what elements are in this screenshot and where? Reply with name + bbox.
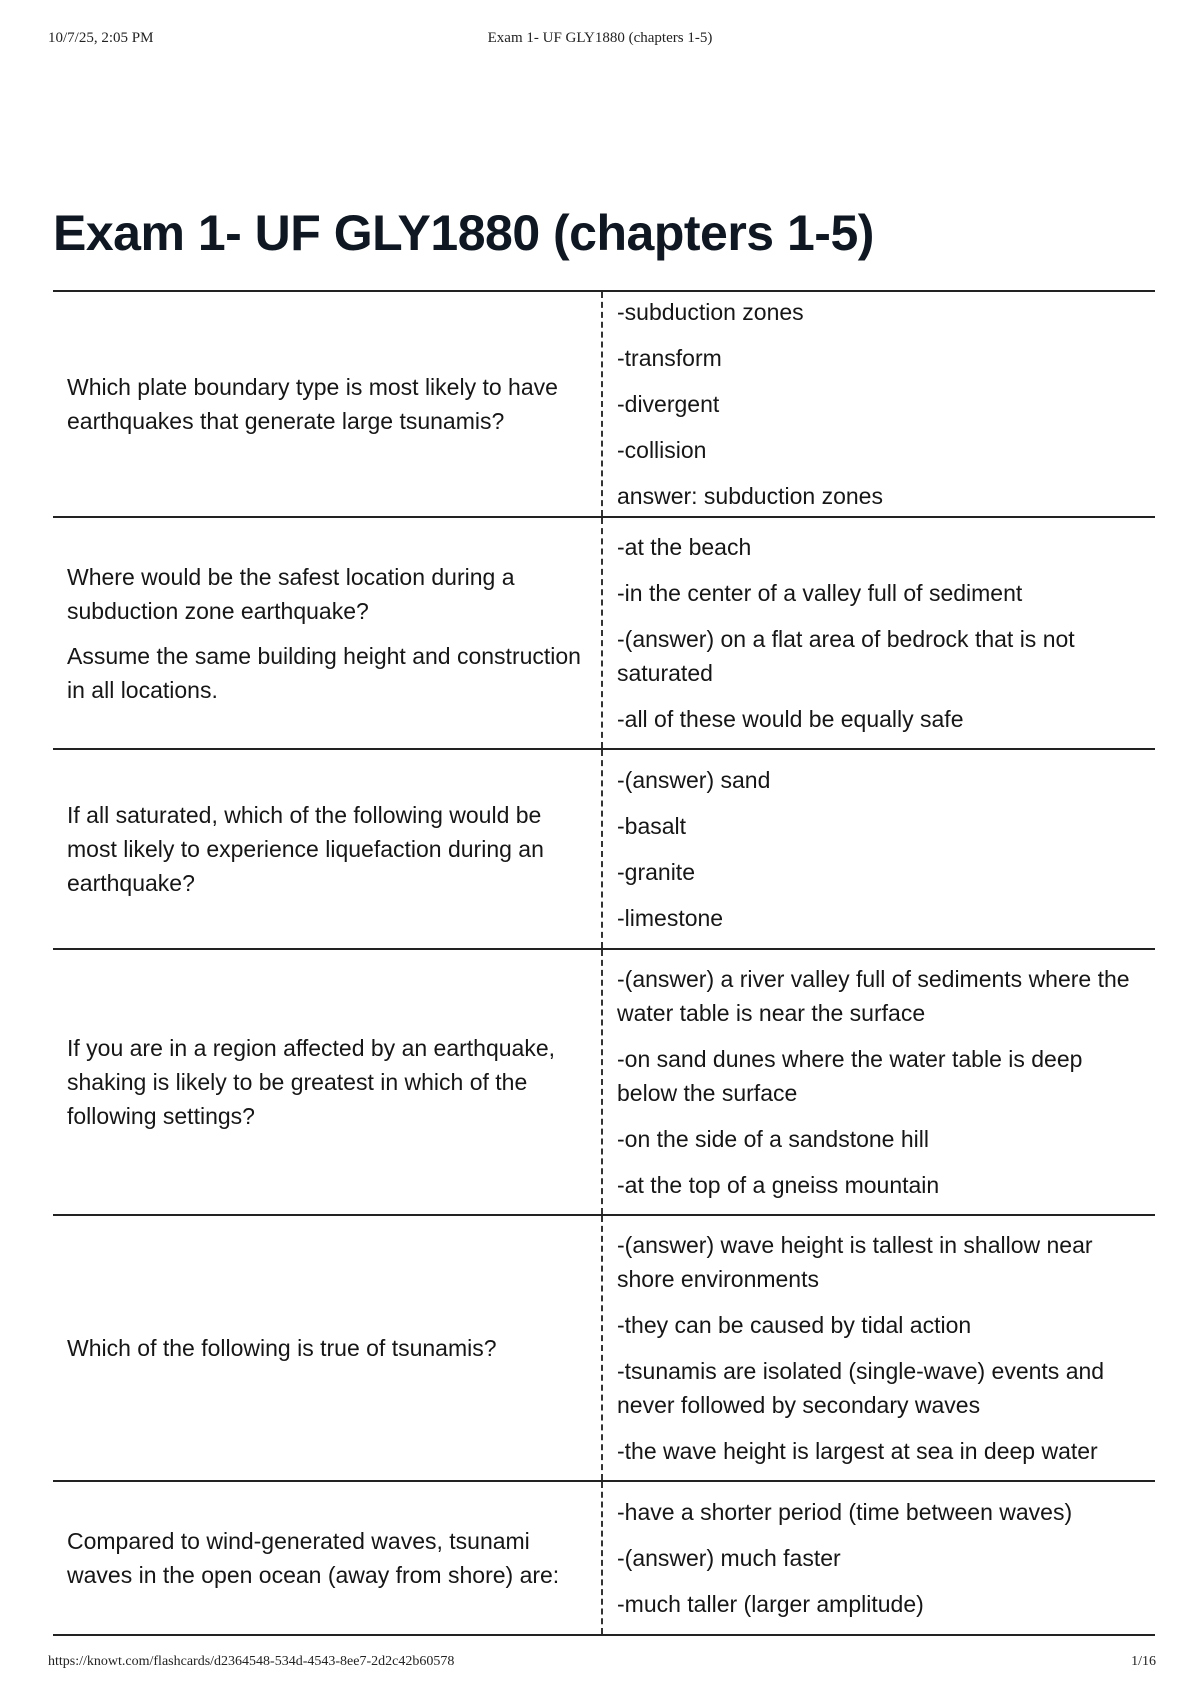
term-text: Which plate boundary type is most likely to have earthquakes that generate large tsunamis? <box>67 374 558 434</box>
term-text: If all saturated, which of the following would be most likely to experience liquefaction during an earthquake? <box>67 802 544 896</box>
flashcard-row <box>53 1216 1155 1482</box>
definition-line: -granite <box>617 859 695 885</box>
flashcard-row <box>53 518 1155 750</box>
definition-line: -collision <box>617 437 707 463</box>
definition-line: -they can be caused by tidal action <box>617 1312 972 1338</box>
definition-line: -at the beach <box>617 534 752 560</box>
definition-line: -much taller (larger amplitude) <box>617 1591 924 1617</box>
print-header <box>0 30 1200 50</box>
definition-line: answer: subduction zones <box>617 483 883 509</box>
definition-line: -all of these would be equally safe <box>617 706 964 732</box>
print-url: https://knowt.com/flashcards/d2364548-534d-4543-8ee7-2d2c42b60578 <box>48 1654 455 1669</box>
flashcard-table <box>53 290 1155 1636</box>
flashcard-definition <box>603 518 1155 748</box>
flashcard-definition <box>603 750 1155 948</box>
term-text: Compared to wind-generated waves, tsunami waves in the open ocean (away from shore) are: <box>67 1528 560 1588</box>
flashcard-row <box>53 750 1155 950</box>
definition-line: -(answer) wave height is tallest in shallow near shore environments <box>617 1232 1093 1292</box>
definition-line: -the wave height is largest at sea in deep water <box>617 1438 1098 1464</box>
flashcard-term <box>53 292 603 516</box>
flashcard-term <box>53 750 603 948</box>
definition-line: -(answer) much faster <box>617 1545 841 1571</box>
print-document-title: Exam 1- UF GLY1880 (chapters 1-5) <box>487 30 713 46</box>
flashcard-term <box>53 518 603 748</box>
flashcard-term <box>53 1482 603 1634</box>
definition-line: -at the top of a gneiss mountain <box>617 1172 940 1198</box>
term-text: Assume the same building height and construction in all locations. <box>67 642 581 703</box>
definition-line: -limestone <box>617 905 724 931</box>
flashcard-definition <box>603 1482 1155 1634</box>
flashcard-definition <box>603 1216 1155 1480</box>
term-text: Where would be the safest location during a subduction zone earthquake? <box>67 563 515 624</box>
definition-line: -on sand dunes where the water table is deep below the surface <box>617 1046 1083 1106</box>
definition-line: -transform <box>617 345 722 371</box>
print-footer <box>0 1654 1200 1674</box>
flashcard-term <box>53 950 603 1214</box>
definition-line: -tsunamis are isolated (single-wave) events and never followed by secondary waves <box>617 1358 1105 1418</box>
definition-line: -in the center of a valley full of sediment <box>617 580 1023 606</box>
print-datetime: 10/7/25, 2:05 PM <box>48 30 154 46</box>
definition-line: -have a shorter period (time between waves) <box>617 1499 1073 1525</box>
page-number: 1/16 <box>1131 1654 1156 1669</box>
flashcard-row <box>53 292 1155 518</box>
page-title: Exam 1- UF GLY1880 (chapters 1-5) <box>53 205 874 261</box>
definition-line: -basalt <box>617 813 687 839</box>
flashcard-definition <box>603 292 1155 516</box>
term-text: If you are in a region affected by an earthquake, shaking is likely to be greatest in which of the following settings? <box>67 1035 556 1129</box>
definition-line: -divergent <box>617 391 720 417</box>
term-text: Which of the following is true of tsunamis? <box>67 1335 497 1361</box>
flashcard-row <box>53 950 1155 1216</box>
definition-line: -subduction zones <box>617 299 804 325</box>
flashcard-term <box>53 1216 603 1480</box>
flashcard-definition <box>603 950 1155 1214</box>
flashcard-row <box>53 1482 1155 1636</box>
definition-line: -on the side of a sandstone hill <box>617 1126 929 1152</box>
definition-line: -(answer) sand <box>617 767 771 793</box>
definition-line: -(answer) on a flat area of bedrock that is not saturated <box>617 626 1075 686</box>
definition-line: -(answer) a river valley full of sediments where the water table is near the surface <box>617 966 1130 1026</box>
